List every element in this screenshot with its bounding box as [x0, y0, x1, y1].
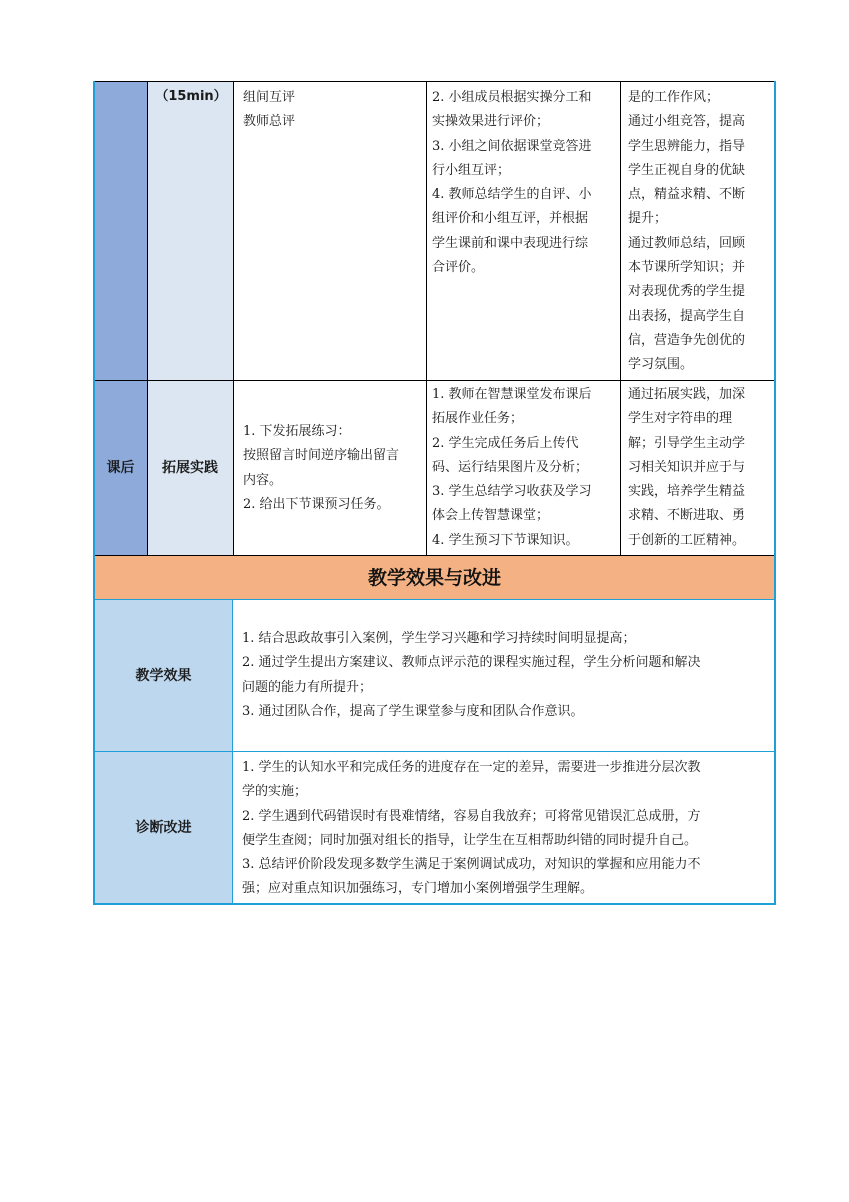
grid-line	[147, 81, 148, 556]
text-line: 1. 结合思政故事引入案例，学生学习兴趣和学习持续时间明显提高；	[242, 631, 636, 646]
text-line: 学的实施；	[242, 784, 308, 800]
text-line: 解；引导学生主动学	[628, 435, 746, 451]
text-line: 是的工作作风；	[628, 90, 720, 105]
text-line: 学生正视自身的优缺	[628, 162, 746, 178]
text-line: 3. 通过团队合作，提高了学生课堂参与度和团队合作意识。	[242, 703, 584, 719]
text-line: 组间互评	[243, 90, 296, 105]
text-line: 教师总评	[243, 114, 296, 130]
text-line: 3. 学生总结学习收获及学习	[432, 484, 592, 500]
text-line: 1. 下发拓展练习：	[243, 424, 351, 439]
text-line: 便学生查阅；同时加强对组长的指导，让学生在互相帮助纠错的同时提升自己。	[242, 832, 698, 848]
text-line: 行小组互评；	[432, 162, 511, 178]
stage-column-fill	[94, 81, 147, 556]
text-line: 学生对字符串的理	[628, 411, 733, 427]
after-content-cell	[243, 420, 423, 517]
text-line: 提升；	[628, 211, 668, 227]
text-line: 习相关知识并应于与	[628, 459, 746, 475]
text-line: 学习氛围。	[628, 357, 694, 373]
text-line: 2. 学生完成任务后上传代	[432, 435, 579, 451]
outer-border-left	[93, 81, 95, 905]
text-line: 按照留言时间逆序输出留言	[243, 448, 400, 464]
text-line: 于创新的工匠精神。	[628, 532, 746, 548]
text-line: 2. 通过学生提出方案建议、教师点评示范的课程实施过程，学生分析问题和解决	[242, 655, 701, 671]
eval-intent-cell	[628, 86, 772, 378]
eval-activity-cell	[432, 86, 618, 280]
link-label-extension-practice: 拓展实践	[162, 460, 218, 476]
outer-border-bottom	[93, 903, 776, 905]
text-line: 实践，培养学生精益	[628, 484, 746, 500]
eval-time-label: （15min）	[155, 89, 227, 104]
grid-line	[426, 81, 427, 556]
text-line: 对表现优秀的学生提	[628, 284, 746, 300]
text-line: 通过拓展实践，加深	[628, 387, 746, 402]
link-column-fill	[147, 81, 234, 556]
text-line: 3. 小组之间依据课堂竞答进	[432, 138, 592, 154]
text-line: 码、运行结果图片及分析；	[432, 459, 589, 475]
text-line: 1. 学生的认知水平和完成任务的进度存在一定的差异，需要进一步推进分层次教	[242, 760, 701, 775]
text-line: 体会上传智慧课堂；	[432, 508, 550, 524]
effects-content	[242, 627, 772, 724]
text-line: 通过小组竞答，提高	[628, 114, 746, 130]
grid-line	[233, 81, 234, 556]
effects-label: 教学效果	[135, 668, 192, 684]
text-line: 出表扬，提高学生自	[628, 308, 746, 324]
after-intent-cell	[628, 383, 772, 553]
text-line: 通过教师总结，回顾	[628, 235, 746, 251]
grid-line	[94, 380, 775, 381]
text-line: 本节课所学知识；并	[628, 260, 746, 276]
text-line: 拓展作业任务；	[432, 411, 524, 427]
text-line: 4. 学生预习下节课知识。	[432, 532, 579, 548]
text-line: 2. 小组成员根据实操分工和	[432, 90, 592, 105]
text-line: 合评价。	[432, 260, 485, 276]
text-line: 3. 总结评价阶段发现多数学生满足于案例调试成功，对知识的掌握和应用能力不	[242, 857, 701, 873]
eval-content-cell	[243, 86, 423, 135]
text-line: 强；应对重点知识加强练习，专门增加小案例增强学生理解。	[242, 881, 594, 897]
text-line: 学生课前和课中表现进行综	[432, 235, 589, 251]
grid-line	[232, 600, 233, 904]
text-line: 问题的能力有所提升；	[242, 679, 373, 695]
text-line: 点，精益求精、不断	[628, 187, 746, 203]
text-line: 实操效果进行评价；	[432, 114, 550, 130]
grid-line	[94, 81, 775, 82]
grid-line	[620, 81, 621, 556]
text-line: 求精、不断进取、勇	[628, 508, 746, 524]
improve-content	[242, 756, 772, 902]
improve-label: 诊断改进	[135, 820, 192, 836]
text-line: 信，营造争先创优的	[628, 332, 746, 348]
outer-border-right	[774, 81, 776, 905]
text-line: 2. 给出下节课预习任务。	[243, 496, 390, 512]
after-activity-cell	[432, 383, 618, 553]
section-title: 教学效果与改进	[367, 567, 501, 589]
text-line: 4. 教师总结学生的自评、小	[432, 187, 592, 203]
text-line: 组评价和小组互评，并根据	[432, 211, 589, 227]
text-line: 学生思辨能力，指导	[628, 138, 746, 154]
stage-label-after-class: 课后	[106, 460, 135, 476]
text-line: 内容。	[243, 472, 283, 488]
grid-line	[94, 751, 775, 752]
text-line: 1. 教师在智慧课堂发布课后	[432, 387, 592, 402]
text-line: 2. 学生遇到代码错误时有畏难情绪，容易自我放弃；可将常见错误汇总成册，方	[242, 808, 701, 824]
